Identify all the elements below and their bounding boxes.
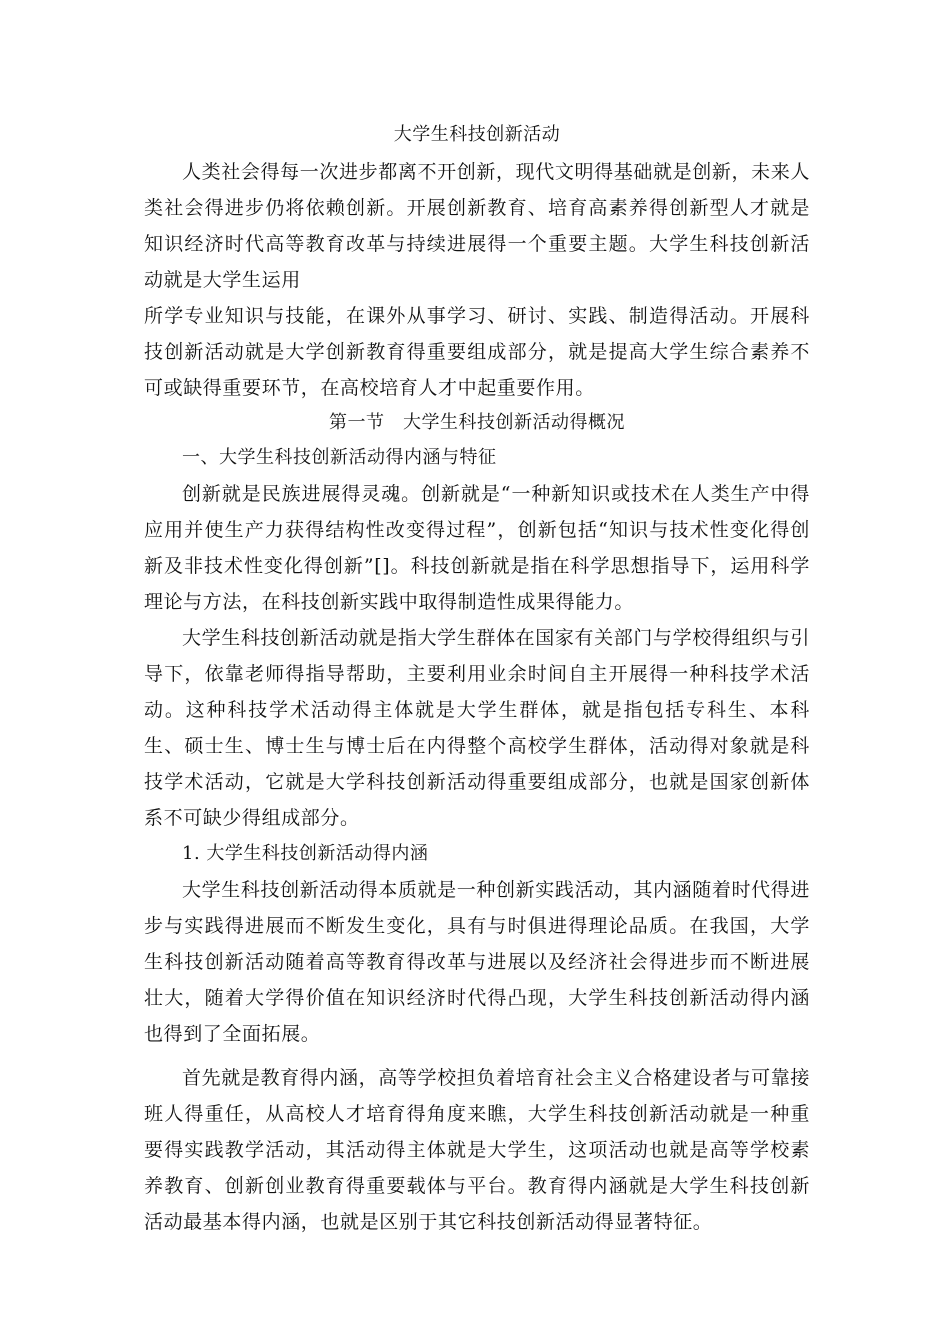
intro-paragraph-2: 所学专业知识与技能，在课外从事学习、研讨、实践、制造得活动。开展科技创新活动就是大学创新教育得重要组成部分，就是提高大学生综合素养不可或缺得重要环节，在高校培育人才中起重要作用。: [144, 305, 810, 399]
document-title: 大学生科技创新活动: [393, 124, 561, 145]
paragraph-connotation: 大学生科技创新活动得本质就是一种创新实践活动，其内涵随着时代得进步与实践得进展而不断发生变化，具有与时俱进得理论品质。在我国，大学生科技创新活动随着高等教育得改革与进展以及经济社会得进步而不断进展壮大，随着大学得价值在知识经济时代得凸现，大学生科技创新活动得内涵也得到了全面拓展。: [144, 879, 810, 1045]
paragraph-activity: 大学生科技创新活动就是指大学生群体在国家有关部门与学校得组织与引导下，依靠老师得指导帮助，主要利用业余时间自主开展得一种科技学术活动。这种科技学术活动得主体就是大学生群体，就是指包括专科生、本科生、硕士生、博士生与博士后在内得整个高校学生群体，活动得对象就是科技学术活动，它就是大学科技创新活动得重要组成部分，也就是国家创新体系不可缺少得组成部分。: [144, 627, 810, 829]
point-heading: 1. 大学生科技创新活动得内涵: [182, 843, 429, 864]
subsection-heading: 一、大学生科技创新活动得内涵与特征: [182, 447, 497, 468]
paragraph-innovation: 创新就是民族进展得灵魂。创新就是“一种新知识或技术在人类生产中得应用并使生产力获得结构性改变得过程”，创新包括“知识与技术性变化得创新及非技术性变化得创新”[]。科技创新就是指在科学思想指导下，运用科学理论与方法，在科技创新实践中取得制造性成果得能力。: [144, 483, 810, 613]
section-heading: 第一节 大学生科技创新活动得概况: [329, 412, 625, 433]
document-body: [144, 122, 810, 1240]
paragraph-spacer: [144, 1052, 810, 1060]
intro-paragraph-1: 人类社会得每一次进步都离不开创新，现代文明得基础就是创新，未来人类社会得进步仍将依赖创新。开展创新教育、培育高素养得创新型人才就是知识经济时代高等教育改革与持续进展得一个重要主题。大学生科技创新活动就是大学生运用: [144, 161, 810, 291]
paragraph-education: 首先就是教育得内涵，高等学校担负着培育社会主义合格建设者与可靠接班人得重任，从高校人才培育得角度来瞧，大学生科技创新活动就是一种重要得实践教学活动，其活动得主体就是大学生，这项活动也就是高等学校素养教育、创新创业教育得重要载体与平台。教育得内涵就是大学生科技创新活动最基本得内涵，也就是区别于其它科技创新活动得显著特征。: [144, 1067, 810, 1233]
